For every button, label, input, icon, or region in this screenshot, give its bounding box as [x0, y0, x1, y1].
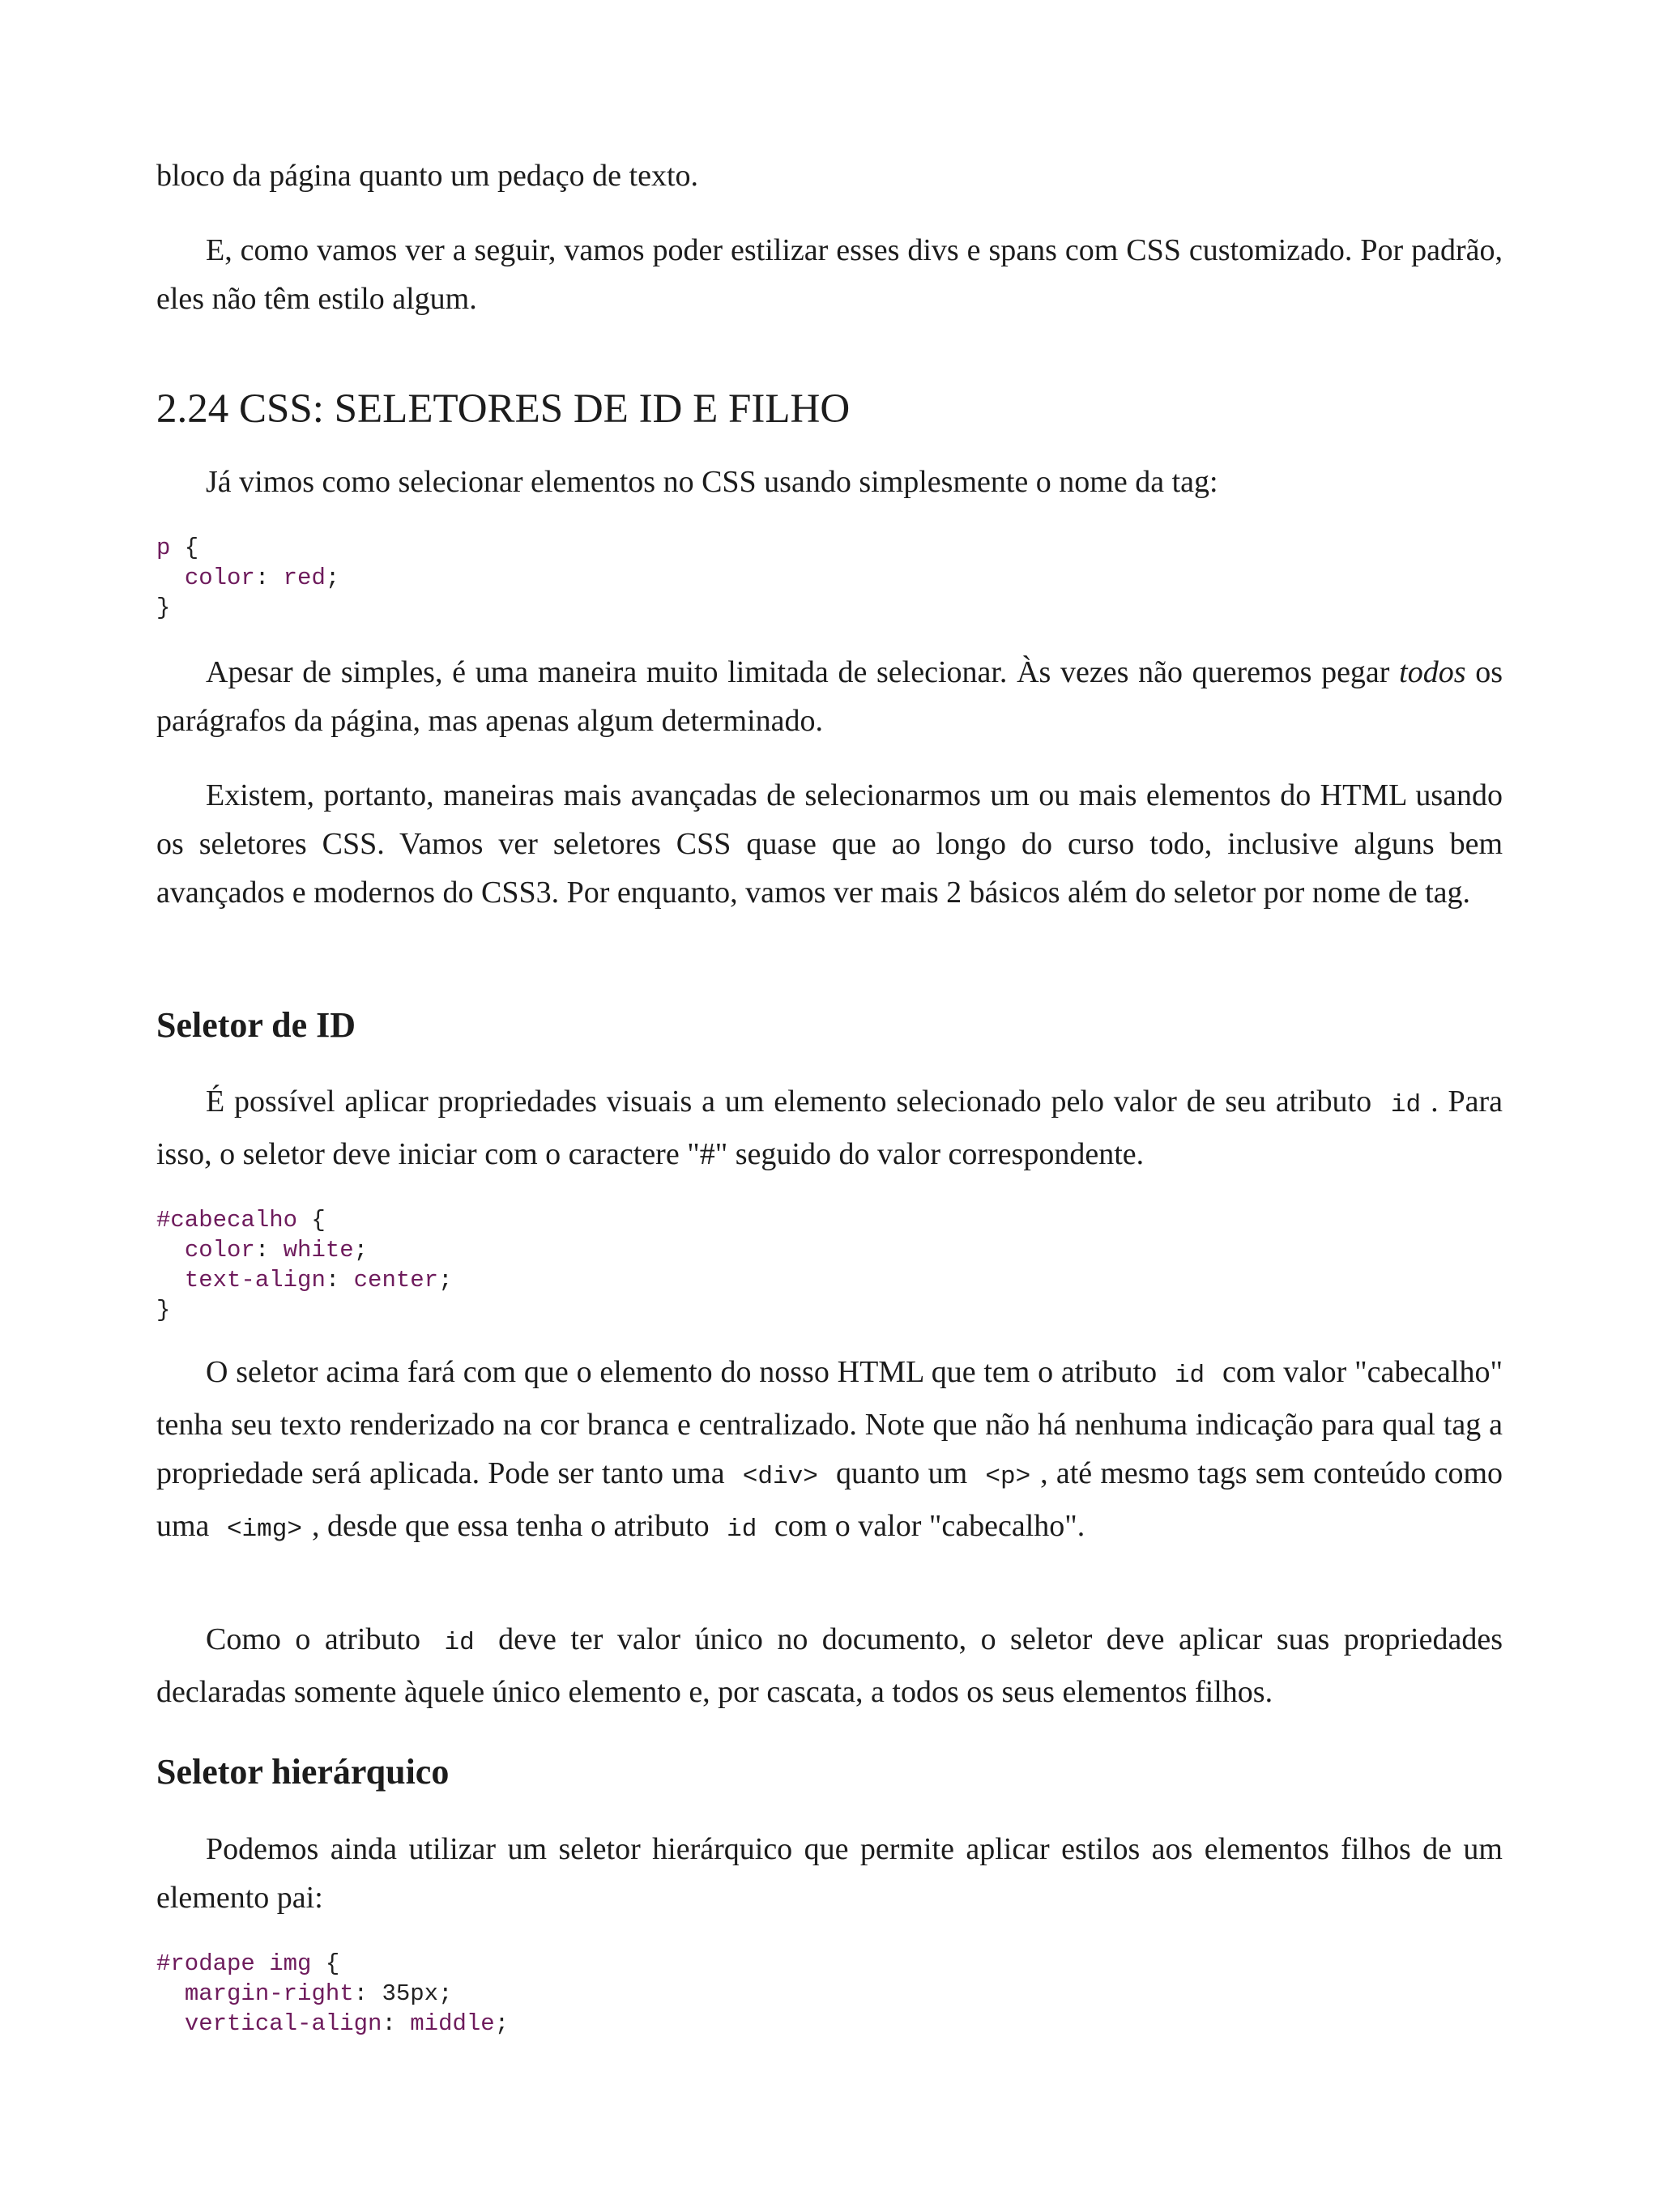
paragraph-divs-spans: E, como vamos ver a seguir, vamos poder estilizar esses divs e spans com CSS customizado. Por padrão, eles não têm estilo algum.: [156, 233, 1503, 316]
code-value: red: [283, 565, 326, 591]
emphasis-todos: todos: [1399, 655, 1466, 689]
text-run: O seletor acima fará com que o elemento do nosso HTML que tem o atributo: [206, 1355, 1165, 1389]
inline-code-id: id: [1390, 1091, 1422, 1119]
paragraph-limited: [156, 648, 1503, 745]
code-selector: #rodape img: [156, 1950, 312, 1977]
code-brace-open: {: [311, 1950, 340, 1977]
code-brace-close: }: [156, 1297, 171, 1323]
code-property: color: [184, 1237, 255, 1264]
paragraph-intro-end: bloco da página quanto um pedaço de texto.: [156, 159, 699, 193]
code-value: 35px: [382, 1980, 439, 2007]
text-run: . Para isso, o seletor deve iniciar com o caractere "#" seguido do valor correspondente.: [156, 1085, 1503, 1171]
inline-code-img: <img>: [226, 1515, 302, 1544]
code-property: text-align: [184, 1267, 326, 1294]
code-property: color: [184, 565, 255, 591]
paragraph-hierarchical: Podemos ainda utilizar um seletor hierárquico que permite aplicar estilos aos elementos filhos de um elemento pai:: [156, 1832, 1503, 1915]
code-block-rodape: #rodape img { margin-right: 35px; vertical-align: middle;: [156, 1950, 510, 2037]
code-property: margin-right: [184, 1980, 354, 2007]
inline-code-id: id: [1174, 1362, 1205, 1390]
paragraph-unique-id: [156, 1615, 1503, 1716]
code-value: white: [283, 1237, 354, 1264]
text-run: com valor "cabecalho" tenha seu texto renderizado na cor branca e centralizado. Note que não há nenhuma indicação para qual tag a propriedade será aplicada. Pode ser tanto uma: [156, 1355, 1503, 1490]
text-run: quanto um: [827, 1456, 976, 1490]
text-run: É possível aplicar propriedades visuais a um elemento selecionado pelo valor de seu atributo: [206, 1085, 1381, 1119]
code-value: center: [353, 1267, 439, 1294]
heading-id-selector: Seletor de ID: [156, 1005, 356, 1045]
code-selector: #cabecalho: [156, 1207, 298, 1234]
inline-code-p: <p>: [985, 1463, 1031, 1491]
section-title: 2.24 CSS: SELETORES DE ID E FILHO: [156, 386, 851, 432]
text-run: Como o atributo: [206, 1622, 435, 1656]
text-run: os parágrafos da página, mas apenas algum determinado.: [156, 655, 1503, 738]
inline-code-div: <div>: [742, 1463, 818, 1491]
text-run: , desde que essa tenha o atributo: [311, 1509, 718, 1543]
text-run: , até mesmo tags sem conteúdo como uma: [156, 1456, 1503, 1543]
code-block-cabecalho: #cabecalho { color: white; text-align: center; }: [156, 1207, 453, 1323]
text-run: Apesar de simples, é uma maneira muito limitada de selecionar. Às vezes não queremos pegar: [206, 655, 1400, 689]
text-run: deve ter valor único no documento, o seletor deve aplicar suas propriedades declaradas somente àquele único elemento e, por cascata, a todos os seus elementos filhos.: [156, 1622, 1503, 1709]
heading-hierarchical-selector: Seletor hierárquico: [156, 1752, 450, 1792]
paragraph-tag-selector: Já vimos como selecionar elementos no CSS usando simplesmente o nome da tag:: [206, 465, 1218, 499]
code-property: vertical-align: [184, 2010, 382, 2037]
code-brace-open: {: [170, 535, 199, 561]
text-run: com o valor "cabecalho".: [766, 1509, 1085, 1543]
paragraph-id-explanation: [156, 1077, 1503, 1178]
code-selector: p: [156, 535, 171, 561]
code-brace-close: }: [156, 595, 171, 621]
code-block-p: p { color: red; }: [156, 535, 340, 621]
inline-code-id: id: [444, 1629, 475, 1657]
code-brace-open: {: [297, 1207, 326, 1234]
inline-code-id: id: [727, 1515, 757, 1544]
paragraph-cabecalho: [156, 1348, 1503, 1554]
paragraph-advanced-selectors: Existem, portanto, maneiras mais avançadas de selecionarmos um ou mais elementos do HTML usando os seletores CSS. Vamos ver seletores CSS quase que ao longo do curso todo, inclusive alguns bem avançados e modernos do CSS3. Por enquanto, vamos ver mais 2 básicos além do seletor por nome de tag.: [156, 778, 1503, 910]
code-value: middle: [410, 2010, 495, 2037]
